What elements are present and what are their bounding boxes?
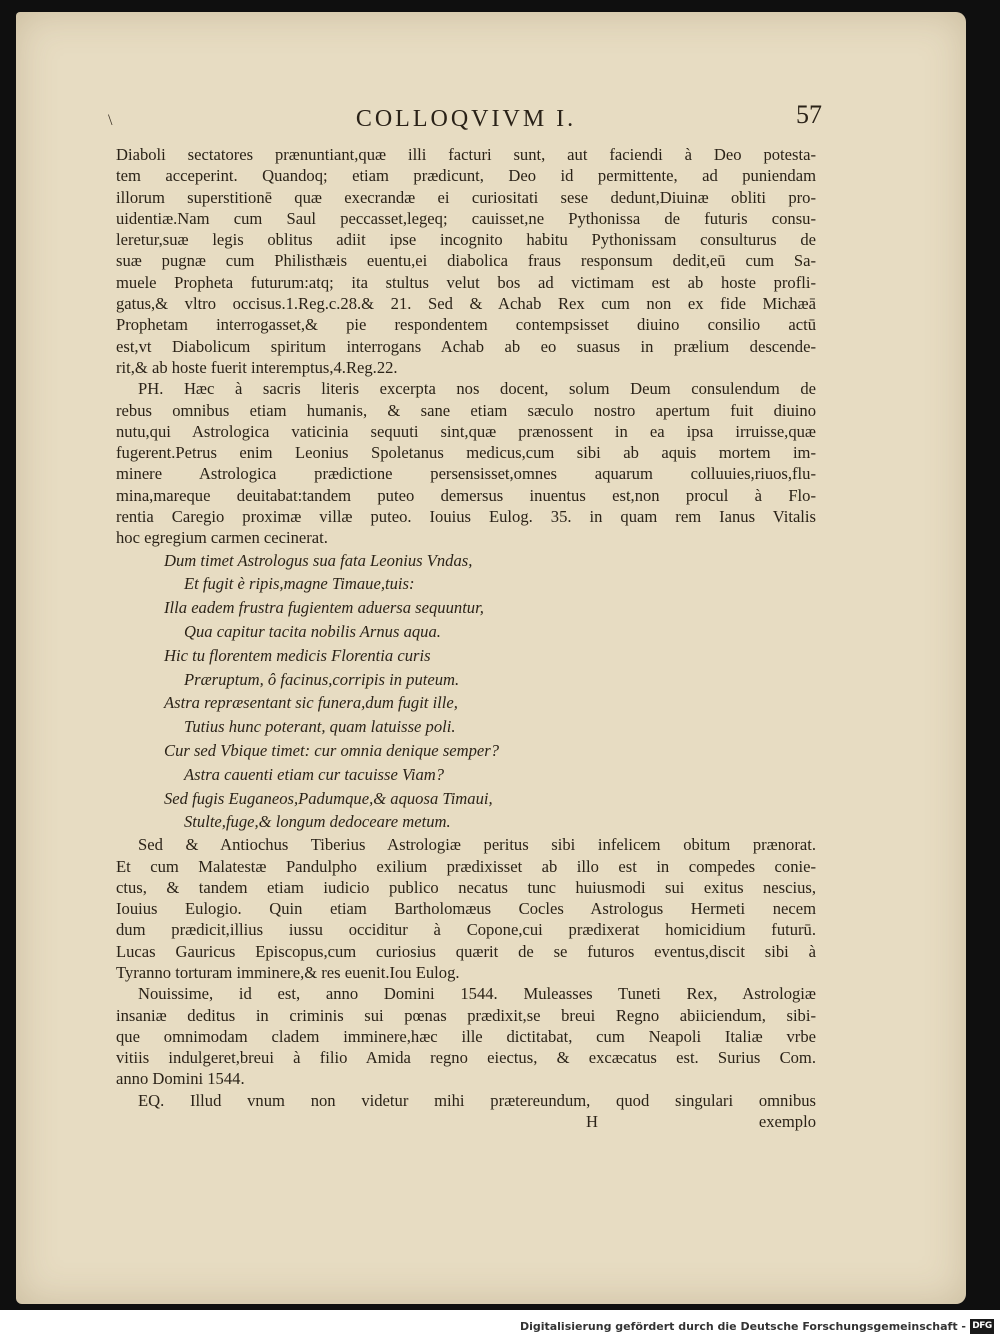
poem-line: Astra cauenti etiam cur tacuisse Viam? <box>184 764 445 784</box>
footer-bar <box>0 1318 1000 1339</box>
poem-line: Et fugit è ripis,magne Timaue,tuis: <box>184 574 415 594</box>
text-line: anno Domini 1544. <box>116 1069 245 1089</box>
text-line: Sed & Antiochus Tiberius Astrologiæ peritus sibi infelicem obitum prænorat. <box>138 835 816 855</box>
text-line: dum prædicit,illius iussu occiditur à Copone,cui prædixerat homicidium futurū. <box>116 920 816 940</box>
poem-line: Cur sed Vbique timet: cur omnia denique semper? <box>164 741 500 761</box>
text-line: PH. Hæc à sacris literis excerpta nos docent, solum Deum consulendum de <box>138 379 816 399</box>
text-line: vitiis indulgeret,breui à filio Amida regno eiectus, & excæcatus est. Surius Com. <box>116 1048 816 1068</box>
poem-line: Præruptum, ô facinus,corripis in puteum. <box>184 669 460 689</box>
poem-block <box>164 549 816 835</box>
catchword: exemplo <box>758 1112 816 1132</box>
text-line: muele Propheta futurum:atq; ita stultus velut bos ad victimam est ab hoste profli- <box>116 272 816 292</box>
book-page <box>16 12 966 1304</box>
text-line: fugerent.Petrus enim Leonius Spoletanus medicus,cum sibi ab aquis mortem im- <box>116 443 816 463</box>
poem-line: Stulte,fuge,& longum dedoceare metum. <box>184 812 451 832</box>
poem-line: Astra repræsentant sic funera,dum fugit ille, <box>164 693 458 713</box>
eq-line: EQ. Illud vnum non videtur mihi prætereundum, quod singulari omnibus <box>138 1090 816 1110</box>
margin-mark: \ <box>108 112 113 129</box>
paragraph-diaboli <box>116 144 816 378</box>
text-line: Nouissime, id est, anno Domini 1544. Muleasses Tuneti Rex, Astrologiæ <box>138 984 816 1004</box>
poem-line: Qua capitur tacita nobilis Arnus aqua. <box>184 622 441 642</box>
text-line: Diaboli sectatores prænuntiant,quæ illi facturi sunt, aut faciendi à Deo potesta- <box>116 145 816 164</box>
text-line: Iouius Eulogio. Quin etiam Bartholomæus Cocles Astrologus Hermeti necem <box>116 899 816 919</box>
text-line: nutu,qui Astrologica vaticinia sequuti sint,quæ prænossent in ea ipsa irruisse,quæ <box>116 421 816 441</box>
text-line: Et cum Malatestæ Pandulpho exilium prædixisset ab illo est in compedes conie- <box>116 856 816 876</box>
poem-line: Tutius hunc poterant, quam latuisse poli. <box>184 717 456 737</box>
poem-line: Hic tu florentem medicis Florentia curis <box>164 645 431 665</box>
paragraph-antiochus <box>116 834 816 983</box>
text-line: est,vt Diabolicum spiritum interrogans Achab ab eo suasus in prælium descende- <box>116 336 816 356</box>
catch-row <box>116 1111 816 1133</box>
text-line: gatus,& vltro occisus.1.Reg.c.28.& 21. Sed & Achab Rex cum non ex fide Michæā <box>116 294 816 314</box>
text-line: minere Astrologica prædictione persensisset,omnes aquarum colluuies,riuos,flu- <box>116 464 816 484</box>
page-content <box>108 100 822 1226</box>
body-text <box>116 144 816 1133</box>
text-line: rebus omnibus etiam humanis, & sane etiam sæculo nostro apertum fuit diuino <box>116 400 816 420</box>
poem-line: Sed fugis Euganeos,Padumque,& aquosa Timaui, <box>164 788 493 808</box>
text-line: Lucas Gauricus Episcopus,cum curiosius quærit de se futuros eventus,discit sibi à <box>116 941 816 961</box>
text-line: Prophetam interrogasset,& pie respondentem contempsisset diuino consilio actū <box>116 315 816 335</box>
text-line: rit,& ab hoste fuerit interemptus,4.Reg.22. <box>116 357 398 377</box>
text-line: ctus, & tandem etiam iudicio publico necatus tunc huiusmodi sui exitus nescius, <box>116 877 816 897</box>
text-line: tem acceperint. Quandoq; etiam prædicunt, Deo id permittente, ad puniendam <box>116 166 816 186</box>
text-line: insaniæ deditus in criminis sui pœnas prædixit,se breui Regno abiiciendum, sibi- <box>116 1005 816 1025</box>
text-line: illorum superstitionē quæ execrandæ ei curiositati sese dedunt,Diuinæ obliti pro- <box>116 187 816 207</box>
text-line: suæ pugnæ cum Philisthæis euentu,ei diabolica fraus responsum dedit,eū cum Sa- <box>116 251 816 271</box>
poem-line: Illa eadem frustra fugientem aduersa sequuntur, <box>164 598 484 618</box>
text-line: Tyranno torturam imminere,& res euenit.Iou Eulog. <box>116 962 460 982</box>
signature-mark: H <box>586 1112 598 1132</box>
text-line: que omnimodam cladem imminere,hæc ille dictitabat, cum Neapoli Italiæ vrbe <box>116 1026 816 1046</box>
footer-credit: Digitalisierung gefördert durch die Deutsche Forschungsgemeinschaft - <box>519 1320 966 1333</box>
text-line: hoc egregium carmen cecinerat. <box>116 528 328 548</box>
text-line: leretur,suæ legis oblitus adiit ipse incognito habitu Pythonissam consulturus de <box>116 230 816 250</box>
text-line: uidentiæ.Nam cum Saul peccasset,legeq; cauisset,ne Pythonissa de futuris consu- <box>116 208 816 228</box>
running-head: COLLOQVIVM I. <box>355 106 577 132</box>
dfg-logo-icon: DFG <box>970 1319 994 1334</box>
text-line: mina,mareque deuitabat:tandem puteo demersus inuentus est,non procul à Flo- <box>116 485 816 505</box>
page-number: 57 <box>796 100 822 129</box>
text-line: rentia Caregio proximæ villæ puteo. Iouius Eulog. 35. in quam rem Ianus Vitalis <box>116 507 816 527</box>
paragraph-nouissime <box>116 983 816 1089</box>
poem-line: Dum timet Astrologus sua fata Leonius Vndas, <box>164 550 473 570</box>
paragraph-ph <box>116 378 816 548</box>
